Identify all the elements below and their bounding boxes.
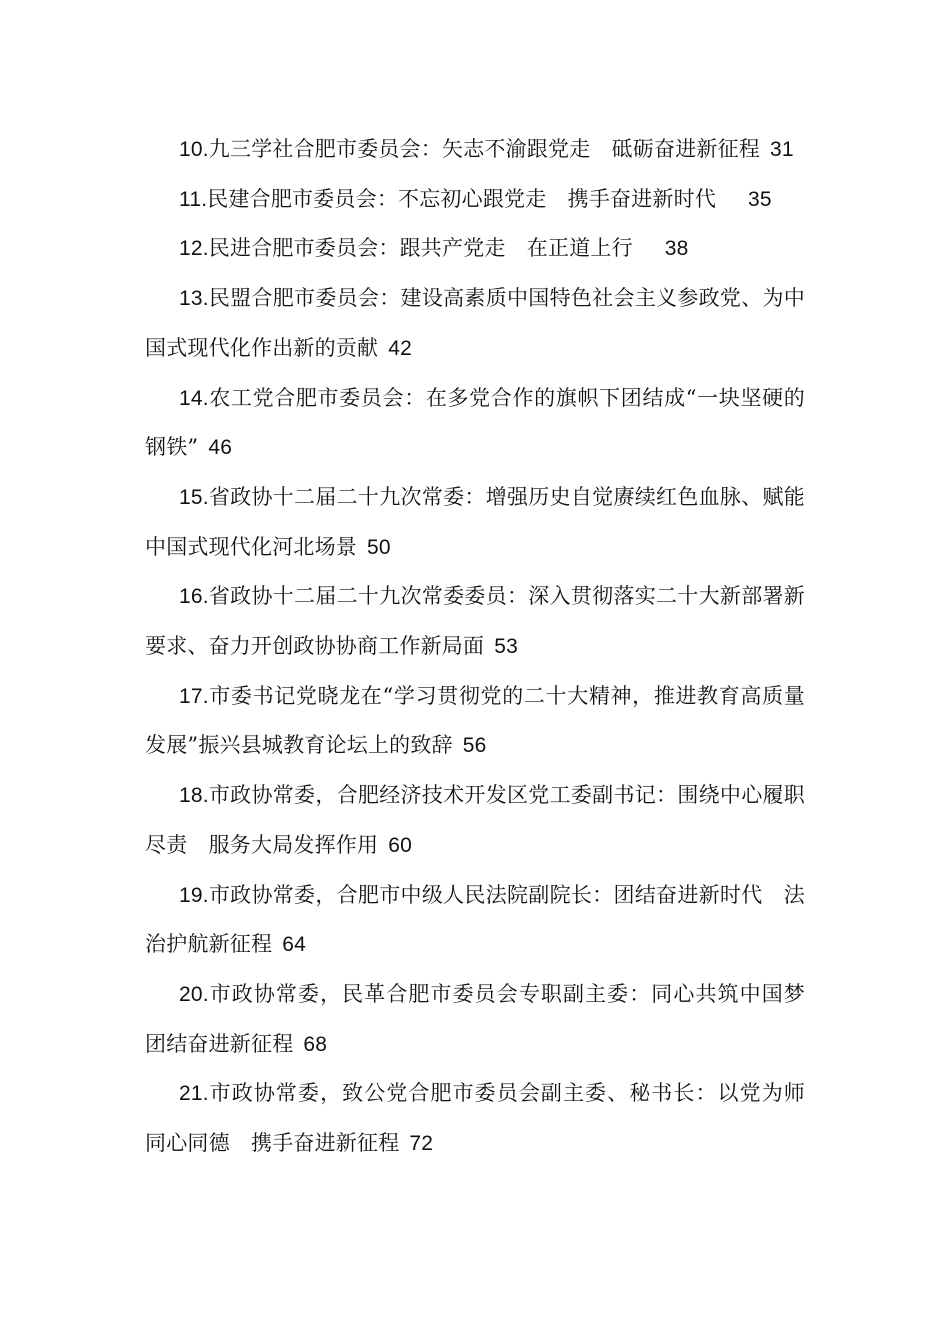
toc-entry[interactable] <box>145 473 805 572</box>
toc-entry-page: 64 <box>282 933 306 957</box>
toc-entry-page: 72 <box>409 1132 434 1156</box>
toc-entry-title: 农工党合肥市委员会：在多党合作的旗帜下团结成“一块坚硬的钢铁” <box>145 385 805 460</box>
toc-entry-number: 18. <box>179 784 209 808</box>
toc-entry[interactable] <box>145 771 805 870</box>
toc-entry-title: 省政协十二届二十九次常委委员：深入贯彻落实二十大新部署新要求、奋力开创政协协商工作新局面 <box>145 584 805 659</box>
toc-entry-title: 市政协常委，致公党合肥市委员会副主委、秘书长：以党为师 同心同德 携手奋进新征程 <box>145 1081 827 1156</box>
toc-entry-number: 12. <box>179 237 209 261</box>
toc-entry-page: 38 <box>664 237 689 261</box>
toc-entry-title: 民盟合肥市委员会：建设高素质中国特色社会主义参政党、为中国式现代化作出新的贡献 <box>145 286 805 360</box>
toc-entry[interactable] <box>145 871 805 970</box>
toc-entry[interactable] <box>145 224 805 274</box>
toc-entry-title: 民建合肥市委员会：不忘初心跟党走 携手奋进新时代 <box>207 186 717 211</box>
toc-entry-page: 35 <box>748 187 772 211</box>
toc-entry[interactable] <box>145 672 805 771</box>
toc-entry-page: 56 <box>462 734 487 758</box>
toc-entry-number: 19. <box>179 883 209 907</box>
table-of-contents <box>145 125 827 1169</box>
toc-entry[interactable] <box>145 125 805 175</box>
toc-entry-number: 20. <box>179 982 209 1006</box>
toc-entry-page: 60 <box>388 833 412 857</box>
toc-entry-number: 17. <box>179 684 209 708</box>
toc-entry[interactable] <box>145 175 805 225</box>
toc-entry[interactable] <box>145 572 805 671</box>
toc-entry-page: 31 <box>770 138 794 161</box>
toc-entry-number: 11. <box>179 187 208 211</box>
toc-entry-number: 16. <box>179 585 209 609</box>
toc-entry-title: 市政协常委，民革合肥市委员会专职副主委：同心共筑中国梦 团结奋进新征程 <box>145 981 827 1056</box>
toc-entry-number: 13. <box>179 287 209 311</box>
toc-entry[interactable] <box>145 374 805 473</box>
toc-entry[interactable] <box>145 1069 827 1168</box>
toc-entry-number: 21. <box>179 1082 209 1106</box>
toc-entry-title: 九三学社合肥市委员会：矢志不渝跟党走 砥砺奋进新征程 <box>208 137 760 161</box>
toc-entry-number: 15. <box>179 485 209 509</box>
toc-entry-page: 42 <box>388 336 412 360</box>
toc-entry-title: 市政协常委，合肥经济技术开发区党工委副书记：围绕中心履职尽责 服务大局发挥作用 <box>145 783 805 857</box>
toc-entry-page: 46 <box>208 436 233 460</box>
toc-entry[interactable] <box>145 274 805 373</box>
toc-entry[interactable] <box>145 970 827 1069</box>
toc-entry-title: 市政协常委，合肥市中级人民法院副院长：团结奋进新时代 法治护航新征程 <box>145 882 805 957</box>
toc-entry-number: 14. <box>179 386 209 410</box>
toc-entry-title: 市委书记党晓龙在“学习贯彻党的二十大精神，推进教育高质量发展”振兴县城教育论坛上的致辞 <box>145 683 805 758</box>
toc-entry-page: 50 <box>367 535 391 559</box>
toc-entry-page: 68 <box>303 1032 328 1056</box>
toc-entry-page: 53 <box>494 635 518 659</box>
toc-entry-title: 省政协十二届二十九次常委：增强历史自觉赓续红色血脉、赋能中国式现代化河北场景 <box>145 484 805 559</box>
toc-entry-number: 10. <box>179 138 209 161</box>
toc-entry-title: 民进合肥市委员会：跟共产党走 在正道上行 <box>208 236 633 261</box>
